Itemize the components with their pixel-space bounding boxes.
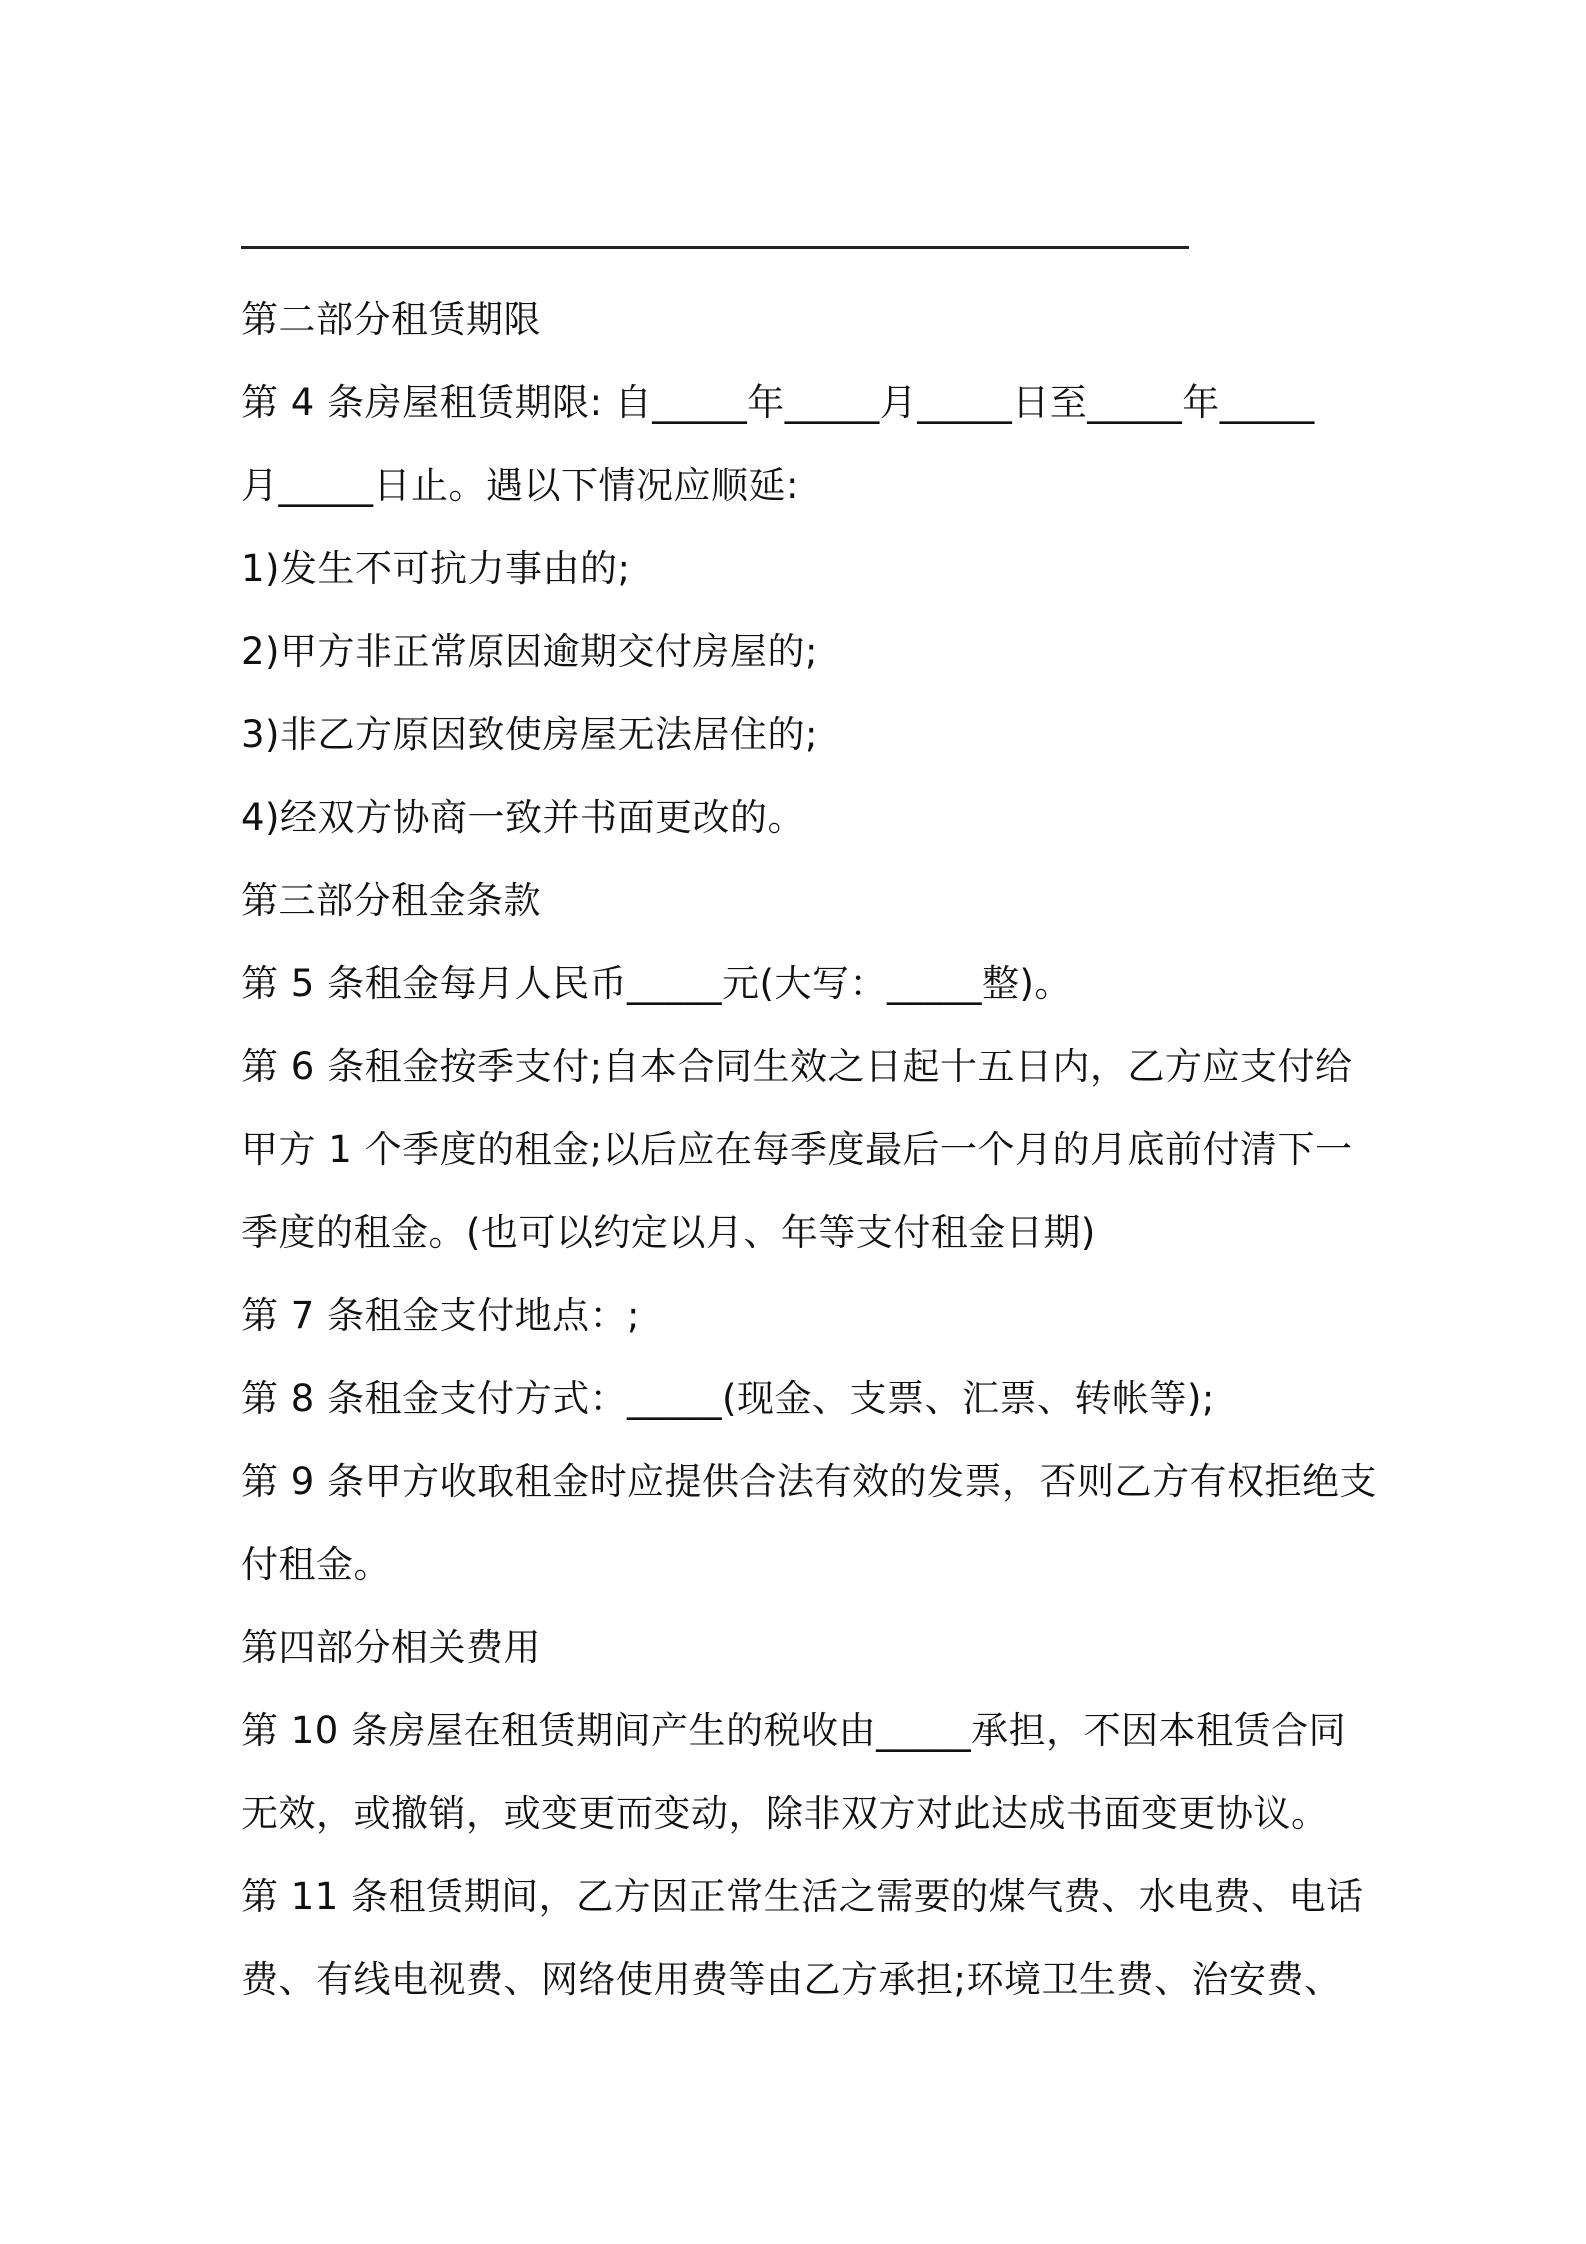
section-heading-related-fees: 第四部分相关费用 bbox=[241, 1626, 541, 1669]
section-heading-lease-term: 第二部分租赁期限 bbox=[241, 298, 541, 341]
article-7: 第 7 条租金支付地点：; bbox=[241, 1294, 641, 1337]
article-9-line-1: 第 9 条甲方收取租金时应提供合法有效的发票，否则乙方有权拒绝支 bbox=[241, 1460, 1378, 1503]
condition-item-2: 2)甲方非正常原因逾期交付房屋的; bbox=[241, 630, 818, 673]
article-9-line-2: 付租金。 bbox=[241, 1543, 391, 1586]
article-10-line-2: 无效，或撤销，或变更而变动，除非双方对此达成书面变更协议。 bbox=[241, 1792, 1329, 1835]
article-8: 第 8 条租金支付方式：_____(现金、支票、汇票、转帐等); bbox=[241, 1377, 1215, 1420]
condition-item-3: 3)非乙方原因致使房屋无法居住的; bbox=[241, 713, 818, 756]
article-10-line-1: 第 10 条房屋在租赁期间产生的税收由_____承担，不因本租赁合同 bbox=[241, 1709, 1347, 1752]
condition-item-4: 4)经双方协商一致并书面更改的。 bbox=[241, 796, 805, 839]
condition-item-1: 1)发生不可抗力事由的; bbox=[241, 547, 631, 590]
article-11-line-1: 第 11 条租赁期间，乙方因正常生活之需要的煤气费、水电费、电话 bbox=[241, 1875, 1364, 1918]
article-6-line-1: 第 6 条租金按季支付;自本合同生效之日起十五日内，乙方应支付给 bbox=[241, 1045, 1353, 1088]
article-11-line-2: 费、有线电视费、网络使用费等由乙方承担;环境卫生费、治安费、 bbox=[241, 1958, 1342, 2001]
section-heading-rent-terms: 第三部分租金条款 bbox=[241, 879, 541, 922]
article-6-line-2: 甲方 1 个季度的租金;以后应在每季度最后一个月的月底前付清下一 bbox=[241, 1128, 1353, 1171]
document-body bbox=[241, 278, 1378, 2021]
article-4-line-2: 月_____日止。遇以下情况应顺延: bbox=[241, 464, 799, 507]
article-6-line-3: 季度的租金。(也可以约定以月、年等支付租金日期) bbox=[241, 1211, 1096, 1254]
article-5: 第 5 条租金每月人民币_____元(大写：_____整)。 bbox=[241, 962, 1072, 1005]
article-4-line-1: 第 4 条房屋租赁期限: 自_____年_____月_____日至_____年_____ bbox=[241, 381, 1315, 424]
top-underline-rule bbox=[241, 246, 1189, 249]
